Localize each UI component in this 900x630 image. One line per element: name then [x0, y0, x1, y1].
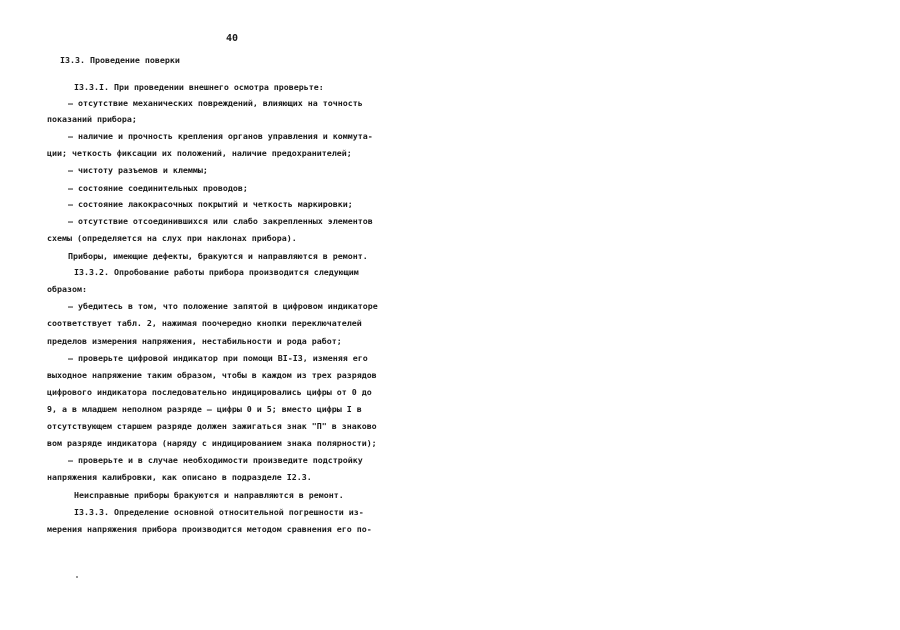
page-number: 40 [226, 33, 239, 44]
paragraph-line: I3.3.I. При проведении внешнего осмотра проверьте: [74, 82, 324, 92]
paragraph-line: вом разряде индикатора (наряду с индицированием знака полярности); [47, 438, 377, 448]
paragraph-line: Приборы, имеющие дефекты, бракуются и направляются в ремонт. [68, 251, 368, 261]
paragraph-line: образом: [47, 284, 87, 294]
paragraph-line: схемы (определяется на слух при наклонах прибора). [47, 233, 297, 243]
paragraph-line: пределов измерения напряжения, нестабильности и рода работ; [47, 336, 342, 346]
paragraph-line: I3.3.3. Определение основной относительной погрешности из- [74, 507, 364, 517]
paragraph-line: I3.3.2. Опробование работы прибора производится следующим [74, 267, 359, 277]
paragraph-line: – состояние соединительных проводов; [68, 183, 248, 193]
paragraph-line: показаний прибора; [47, 114, 137, 124]
paragraph-line: – состояние лакокрасочных покрытий и четкость маркировки; [68, 199, 353, 209]
paragraph-line: – отсутствие отсоединившихся или слабо закрепленных элементов [68, 216, 373, 226]
paragraph-line: ции; четкость фиксации их положений, наличие предохранителей; [47, 148, 352, 158]
paragraph-line: отсутствующем старшем разряде должен зажигаться знак "П" в знаково [47, 421, 377, 431]
section-heading: I3.3. Проведение поверки [60, 55, 180, 65]
paragraph-line: Неисправные приборы бракуются и направляются в ремонт. [74, 490, 344, 500]
paragraph-line: – убедитесь в том, что положение запятой в цифровом индикаторе [68, 301, 378, 311]
paragraph-line: выходное напряжение таким образом, чтобы в каждом из трех разрядов [47, 370, 377, 380]
paragraph-line: – чистоту разъемов и клеммы; [68, 165, 208, 175]
paragraph-line: мерения напряжения прибора производится методом сравнения его по- [47, 524, 372, 534]
paragraph-line: – проверьте и в случае необходимости произведите подстройку [68, 455, 363, 465]
scan-speck [76, 576, 78, 578]
paragraph-line: – отсутствие механических повреждений, влияющих на точность [68, 98, 363, 108]
paragraph-line: напряжения калибровки, как описано в подразделе I2.3. [47, 472, 312, 482]
paragraph-line: цифрового индикатора последовательно индицировались цифры от 0 до [47, 387, 372, 397]
paragraph-line: – наличие и прочность крепления органов управления и коммута- [68, 131, 373, 141]
paragraph-line: соответствует табл. 2, нажимая поочередно кнопки переключателей [47, 318, 362, 328]
paragraph-line: 9, а в младшем неполном разряде – цифры 0 и 5; вместо цифры I в [47, 404, 362, 414]
paragraph-line: – проверьте цифровой индикатор при помощи BI-I3, изменяя его [68, 353, 368, 363]
